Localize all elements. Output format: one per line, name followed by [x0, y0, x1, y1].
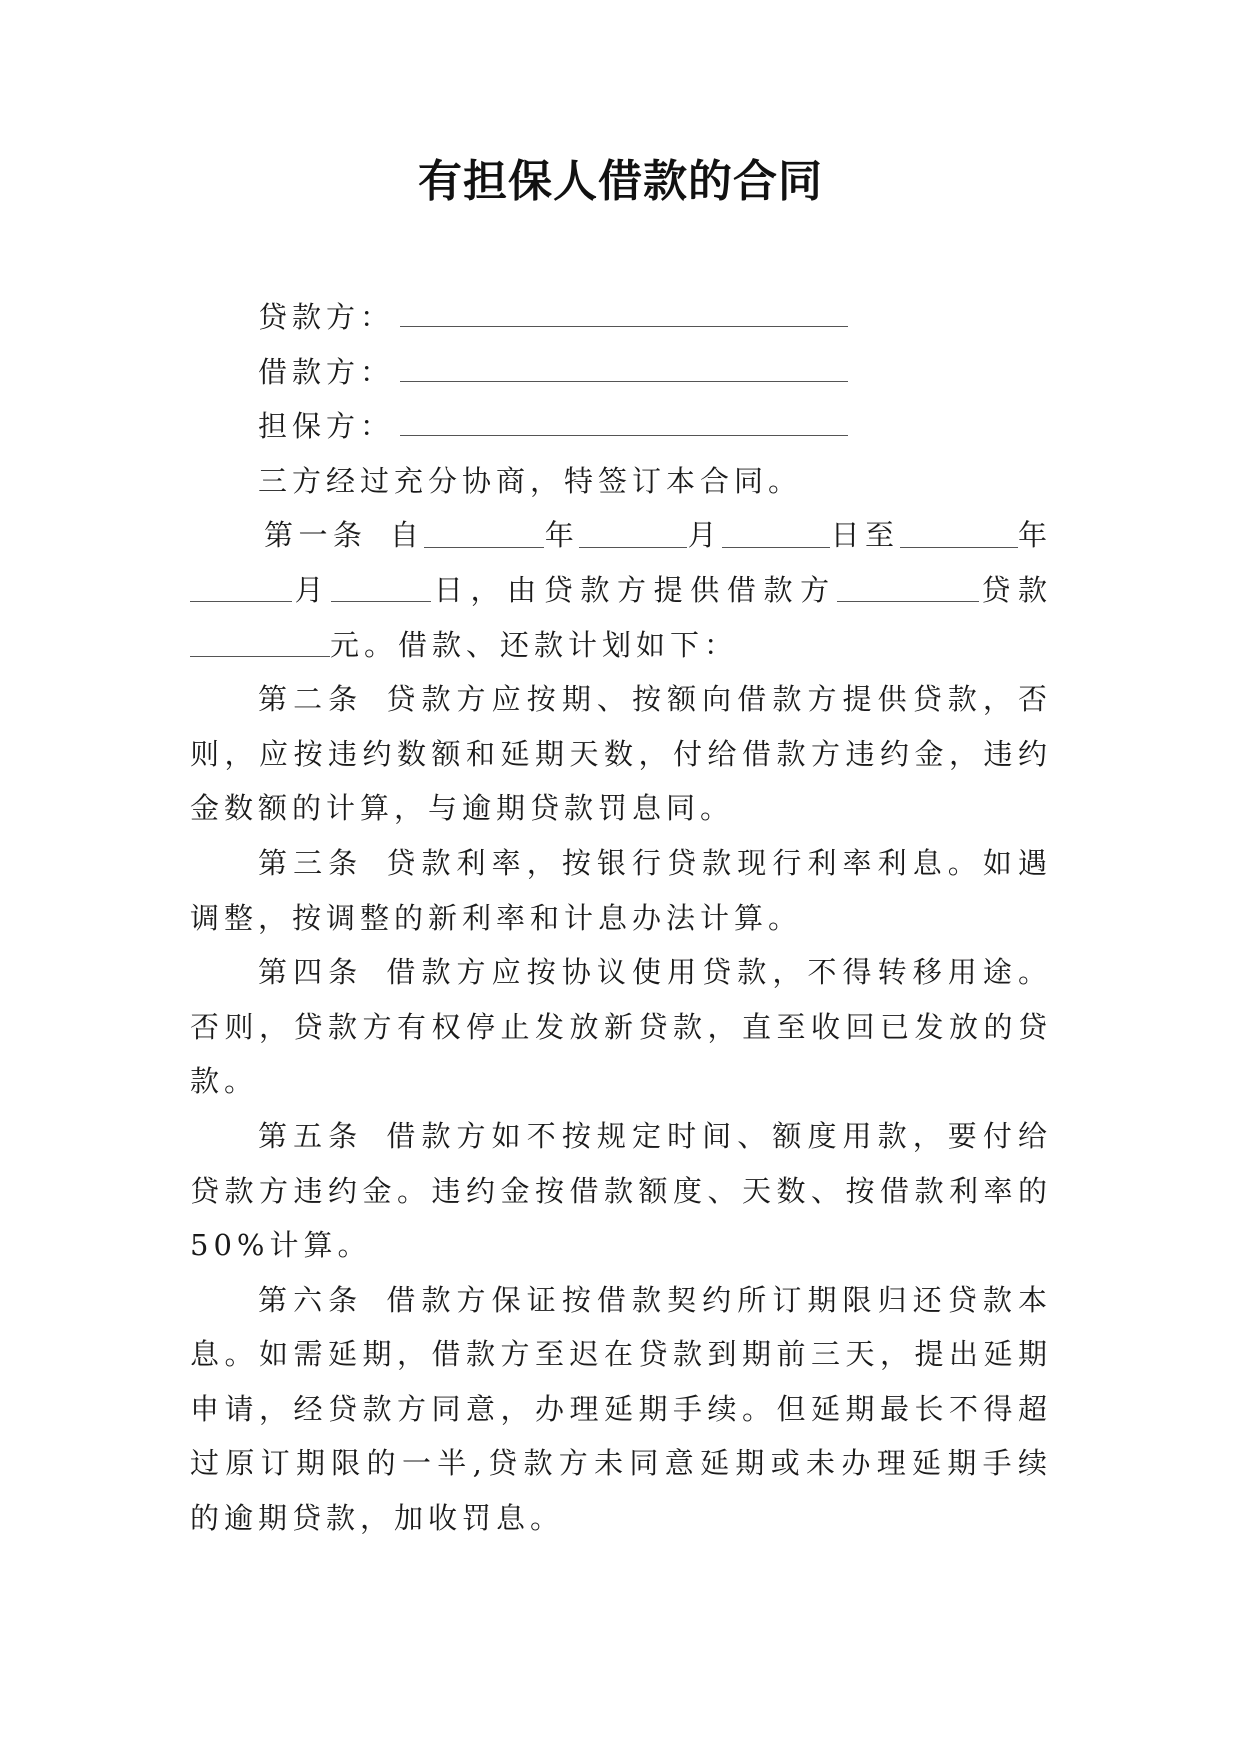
article-4-text: 借款方应按协议使用贷款，不得转移用途。否则，贷款方有权停止发放新贷款，直至收回已发放的贷款。 [190, 955, 1052, 1099]
blank-start-day [722, 518, 830, 548]
article-3-label: 第三条 [258, 845, 364, 880]
article-6-label: 第六条 [258, 1282, 364, 1317]
article-6 [190, 1273, 1052, 1546]
article-2-label: 第二条 [258, 682, 364, 717]
party-guarantor-label: 担保方： [258, 409, 395, 444]
party-lender [190, 290, 1052, 345]
blank-end-month [190, 572, 292, 602]
article-1-day2: 日，由贷款方提供借款方 [431, 572, 837, 607]
party-borrower [190, 345, 1052, 400]
article-1-year: 年 [544, 518, 580, 553]
article-6-text: 借款方保证按借款契约所订期限归还贷款本息。如需延期，借款方至迟在贷款到期前三天，提出延期申请，经贷款方同意，办理延期手续。但延期最长不得超过原订期限的一半,贷款方未同意延期或未办理延期手续的逾期贷款，加收罚息。 [190, 1282, 1052, 1536]
article-2 [190, 672, 1052, 836]
document-body [190, 290, 1052, 1546]
article-1-from: 自 [389, 518, 425, 553]
blank-end-day [331, 572, 431, 602]
intro-paragraph: 三方经过充分协商，特签订本合同。 [258, 463, 803, 498]
article-4 [190, 945, 1052, 1109]
article-5-text: 借款方如不按规定时间、额度用款，要付给贷款方违约金。违约金按借款额度、天数、按借款利率的 50%计算。 [190, 1118, 1052, 1263]
party-lender-label: 贷款方： [258, 300, 395, 334]
article-1-yuan: 元。借款、还款计划如下： [330, 627, 739, 662]
article-1-day-to: 日至 [830, 518, 900, 553]
article-1-year2: 年 [1017, 518, 1052, 553]
article-5-label: 第五条 [258, 1118, 364, 1153]
party-guarantor-blank [400, 433, 848, 436]
article-1-month: 月 [687, 518, 723, 553]
article-3-text: 贷款利率，按银行贷款现行利率利息。如遇调整，按调整的新利率和计息办法计算。 [190, 845, 1052, 935]
blank-start-year [424, 518, 544, 548]
article-1 [190, 508, 1052, 672]
party-lender-blank [400, 324, 848, 327]
article-1-loan: 贷款 [978, 572, 1052, 607]
document-title: 有担保人借款的合同 [418, 156, 823, 207]
blank-start-month [579, 518, 687, 548]
party-borrower-blank [400, 379, 848, 382]
article-1-label: 第一条 [264, 518, 368, 553]
blank-end-year [900, 518, 1018, 548]
blank-loan-amount [190, 627, 330, 657]
article-2-text: 贷款方应按期、按额向借款方提供贷款，否则，应按违约数额和延期天数，付给借款方违约金，违约金数额的计算，与逾期贷款罚息同。 [190, 682, 1052, 826]
blank-loan-type [837, 572, 979, 602]
article-1-month2: 月 [292, 572, 332, 607]
article-4-label: 第四条 [258, 955, 364, 990]
article-5 [190, 1109, 1052, 1273]
article-3 [190, 836, 1052, 945]
party-guarantor [190, 399, 1052, 454]
party-borrower-label: 借款方： [258, 354, 395, 389]
